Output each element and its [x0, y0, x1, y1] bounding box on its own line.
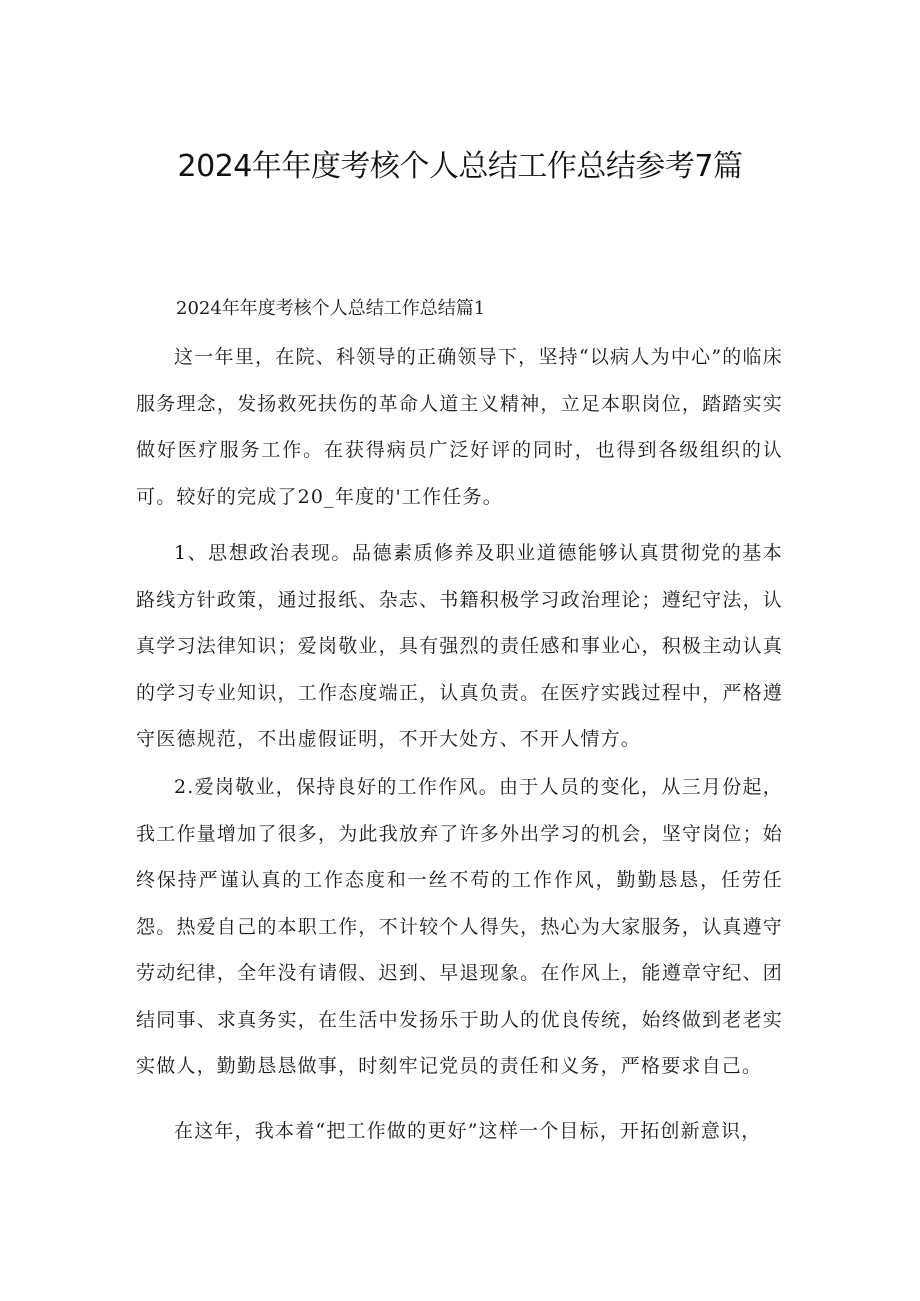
paragraph-political-performance: 1、思想政治表现。品德素质修养及职业道德能够认真贯彻党的基本路线方针政策，通过报纸、杂志、书籍积极学习政治理论；遵纪守法，认真学习法律知识；爱岗敬业，具有强烈的责任感和事业心，积极主动认真的学习专业知识，工作态度端正，认真负责。在医疗实践过程中，严格遵守医德规范，不出虚假证明，不开大处方、不开人情方。: [136, 542, 783, 750]
document-title: 2024年年度考核个人总结工作总结参考7篇: [177, 149, 743, 184]
paragraph-intro: 这一年里，在院、科领导的正确领导下，坚持“以病人为中心”的临床服务理念，发扬救死扶伤的革命人道主义精神，立足本职岗位，踏踏实实做好医疗服务工作。在获得病员广泛好评的同时，也得到各级组织的认可。较好的完成了20_年度的'工作任务。: [136, 346, 783, 508]
paragraph-work-style: 2.爱岗敬业，保持良好的工作作风。由于人员的变化，从三月份起，我工作量增加了很多，为此我放弃了许多外出学习的机会，坚守岗位；始终保持严谨认真的工作态度和一丝不苟的工作作风，勤勤恳恳，任劳任怨。热爱自己的本职工作，不计较个人得失，热心为大家服务，认真遵守劳动纪律，全年没有请假、迟到、早退现象。在作风上，能遵章守纪、团结同事、求真务实，在生活中发扬乐于助人的优良传统，始终做到老老实实做人，勤勤恳恳做事，时刻牢记党员的责任和义务，严格要求自己。: [136, 776, 783, 1077]
paragraph-innovation: 在这年，我本着“把工作做的更好”这样一个目标，开拓创新意识，: [174, 1120, 762, 1142]
section-heading: 2024年年度考核个人总结工作总结篇1: [176, 298, 486, 319]
